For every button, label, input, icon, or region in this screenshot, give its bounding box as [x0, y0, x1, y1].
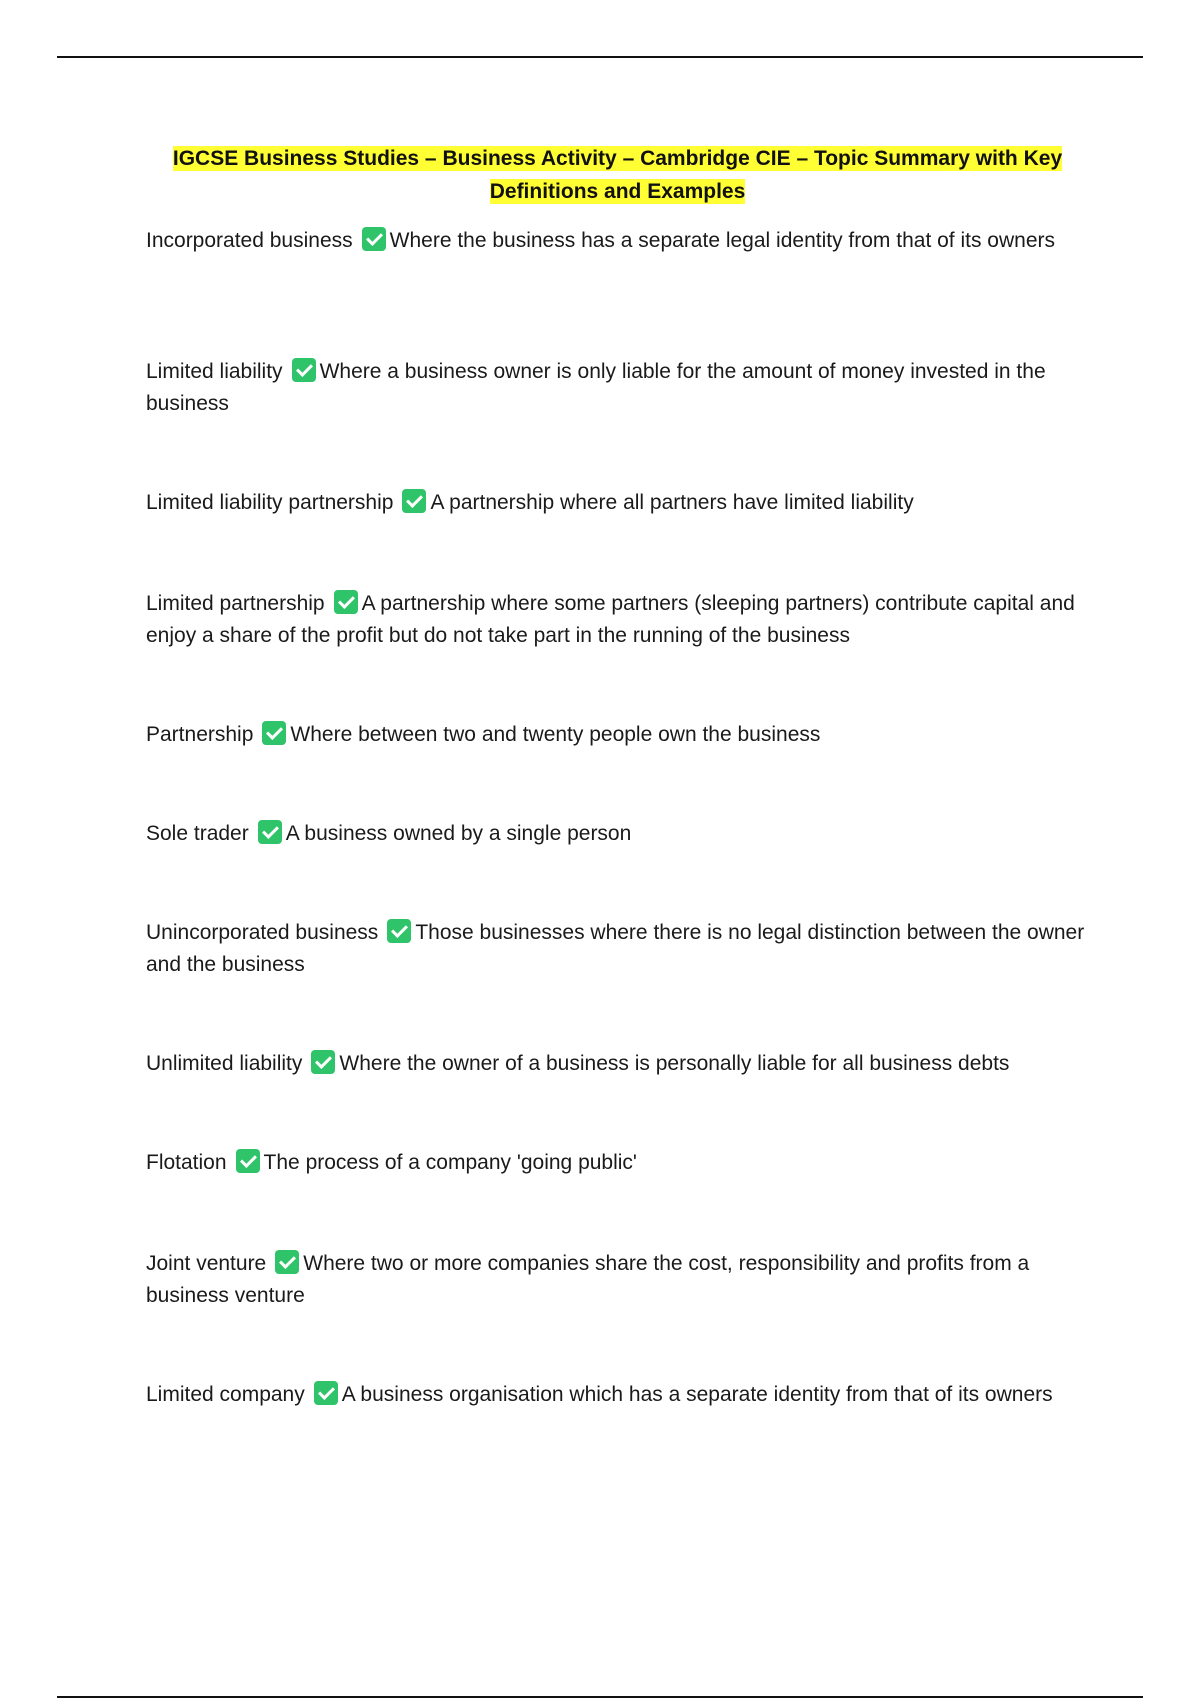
top-rule: [57, 56, 1143, 58]
entry-definition: Where the business has a separate legal identity from that of its owners: [389, 229, 1055, 252]
entry-term: Limited liability partnership: [146, 491, 394, 514]
entry-term: Sole trader: [146, 822, 249, 845]
entry-definition: Where between two and twenty people own the business: [290, 723, 821, 746]
check-icon: [262, 721, 286, 745]
check-icon: [311, 1050, 335, 1074]
definition-entry: [146, 225, 1086, 257]
definition-entry: [146, 1048, 1086, 1080]
entry-definition: Those businesses where there is no legal distinction between the owner and the business: [146, 921, 1085, 976]
entry-definition: Where a business owner is only liable for the amount of money invested in the business: [146, 360, 1046, 415]
definition-entry: [146, 588, 1086, 652]
entry-term: Incorporated business: [146, 229, 353, 252]
entry-term: Unlimited liability: [146, 1052, 303, 1075]
check-icon: [387, 919, 411, 943]
check-icon: [314, 1381, 338, 1405]
entry-term: Unincorporated business: [146, 921, 379, 944]
check-icon: [236, 1149, 260, 1173]
check-icon: [402, 489, 426, 513]
entry-definition: Where two or more companies share the cost, responsibility and profits from a business venture: [146, 1252, 1030, 1307]
definition-entry: [146, 1379, 1086, 1411]
entry-term: Limited liability: [146, 360, 283, 383]
check-icon: [275, 1250, 299, 1274]
entry-term: Partnership: [146, 723, 254, 746]
check-icon: [334, 590, 358, 614]
bottom-rule: [57, 1696, 1143, 1698]
entry-term: Limited partnership: [146, 592, 325, 615]
document-title-text: IGCSE Business Studies – Business Activity – Cambridge CIE – Topic Summary with Key Definitions and Examples: [172, 147, 1063, 203]
definition-entry: [146, 917, 1086, 981]
definition-entry: [146, 719, 1086, 751]
entry-definition: Where the owner of a business is personally liable for all business debts: [339, 1052, 1010, 1075]
definition-entry: [146, 1147, 1086, 1179]
entry-definition: A partnership where all partners have limited liability: [430, 491, 914, 514]
entry-term: Joint venture: [146, 1252, 267, 1275]
entry-term: Flotation: [146, 1151, 227, 1174]
entry-definition: A business owned by a single person: [285, 822, 632, 845]
definition-entry: [146, 1248, 1086, 1312]
check-icon: [362, 227, 386, 251]
entry-definition: A business organisation which has a separate identity from that of its owners: [341, 1383, 1053, 1406]
document-title: [140, 142, 1095, 208]
check-icon: [258, 820, 282, 844]
entry-definition: The process of a company 'going public': [263, 1151, 637, 1174]
check-icon: [292, 358, 316, 382]
definition-entry: [146, 356, 1086, 420]
entry-term: Limited company: [146, 1383, 305, 1406]
definition-entry: [146, 487, 1086, 519]
entry-definition: A partnership where some partners (sleeping partners) contribute capital and enjoy a share of the profit but do not take part in the running of the business: [146, 592, 1075, 647]
definition-entry: [146, 818, 1086, 850]
